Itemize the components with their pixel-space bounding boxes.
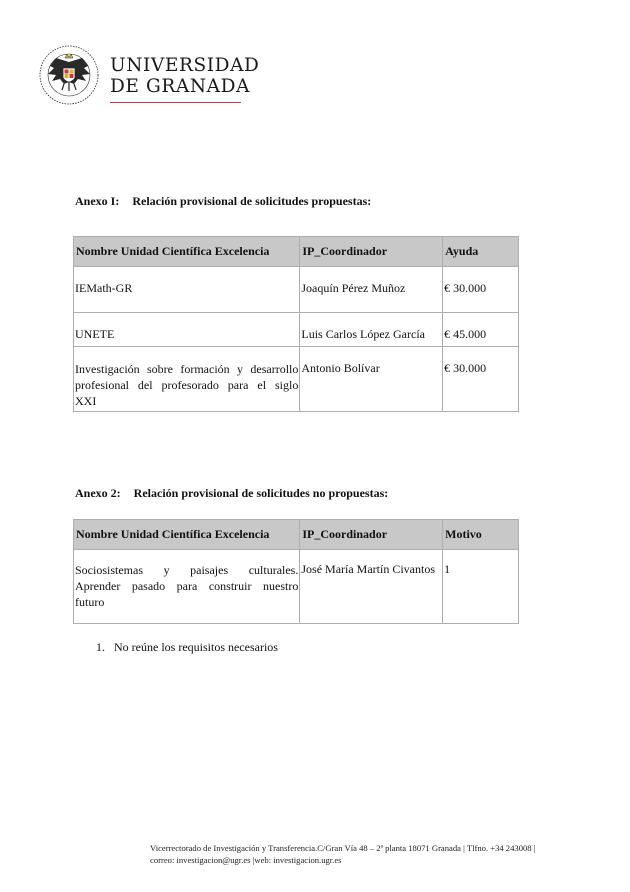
amount-cell: € 30.000 <box>443 267 519 313</box>
footer-address: Vicerrectorado de Investigación y Transferencia.C/Gran Vía 48 – 2ª planta 18071 Granada | Tlfno. +34 243008 | <box>150 843 536 853</box>
wordmark-line-2: DE GRANADA <box>110 76 251 97</box>
not-proposed-applications-table <box>73 519 519 624</box>
coordinator-cell: Antonio Bolívar <box>300 347 443 412</box>
annex1-label: Anexo I: <box>75 194 120 208</box>
column-header: IP_Coordinador <box>300 237 443 267</box>
annex2-label: Anexo 2: <box>75 486 121 500</box>
reason-cell: 1 <box>443 550 519 624</box>
coordinator-cell: José María Martín Civantos <box>300 550 443 624</box>
coordinator-cell: Luis Carlos López García <box>300 313 443 347</box>
university-wordmark <box>110 55 260 97</box>
unit-name-cell: UNETE <box>74 313 300 347</box>
table-row <box>74 347 519 412</box>
table-row <box>74 313 519 347</box>
unit-name-line: Aprender pasado para construir nuestro <box>75 579 299 593</box>
column-header: Motivo <box>443 520 519 550</box>
note-number: 1. <box>96 640 105 654</box>
table-header-row <box>74 237 519 267</box>
column-header: IP_Coordinador <box>300 520 443 550</box>
unit-name-line: profesional del profesorado para el siglo <box>75 378 299 392</box>
proposed-applications-table <box>73 236 519 412</box>
annex1-heading <box>75 194 371 209</box>
page-footer <box>150 842 535 866</box>
table-row <box>74 550 519 624</box>
annex1-title: Relación provisional de solicitudes propuestas: <box>132 194 372 208</box>
unit-name-cell: IEMath-GR <box>74 267 300 313</box>
coordinator-cell: Joaquín Pérez Muñoz <box>300 267 443 313</box>
unit-name-line: futuro <box>75 595 105 609</box>
annex2-title: Relación provisional de solicitudes no propuestas: <box>133 486 389 500</box>
note-text: No reúne los requisitos necesarios <box>114 640 278 654</box>
table-header-row <box>74 520 519 550</box>
reason-note <box>96 640 278 655</box>
table-row <box>74 267 519 313</box>
column-header: Ayuda <box>443 237 519 267</box>
unit-name-cell <box>74 347 300 412</box>
column-header: Nombre Unidad Científica Excelencia <box>74 237 300 267</box>
unit-name-cell <box>74 550 300 624</box>
column-header: Nombre Unidad Científica Excelencia <box>74 520 300 550</box>
annex2-heading <box>75 486 388 501</box>
amount-cell: € 30.000 <box>443 347 519 412</box>
wordmark-line-1: UNIVERSIDAD <box>110 55 260 76</box>
unit-name-line: XXI <box>75 394 97 408</box>
amount-cell: € 45.000 <box>443 313 519 347</box>
unit-name-line: Investigación sobre formación y desarrollo <box>75 362 299 376</box>
footer-contact: correo: investigacion@ugr.es |web: investigacion.ugr.es <box>150 855 342 865</box>
unit-name-line: Sociosistemas y paisajes culturales. <box>75 563 299 577</box>
header-divider <box>110 102 241 103</box>
university-seal-icon <box>38 44 100 106</box>
